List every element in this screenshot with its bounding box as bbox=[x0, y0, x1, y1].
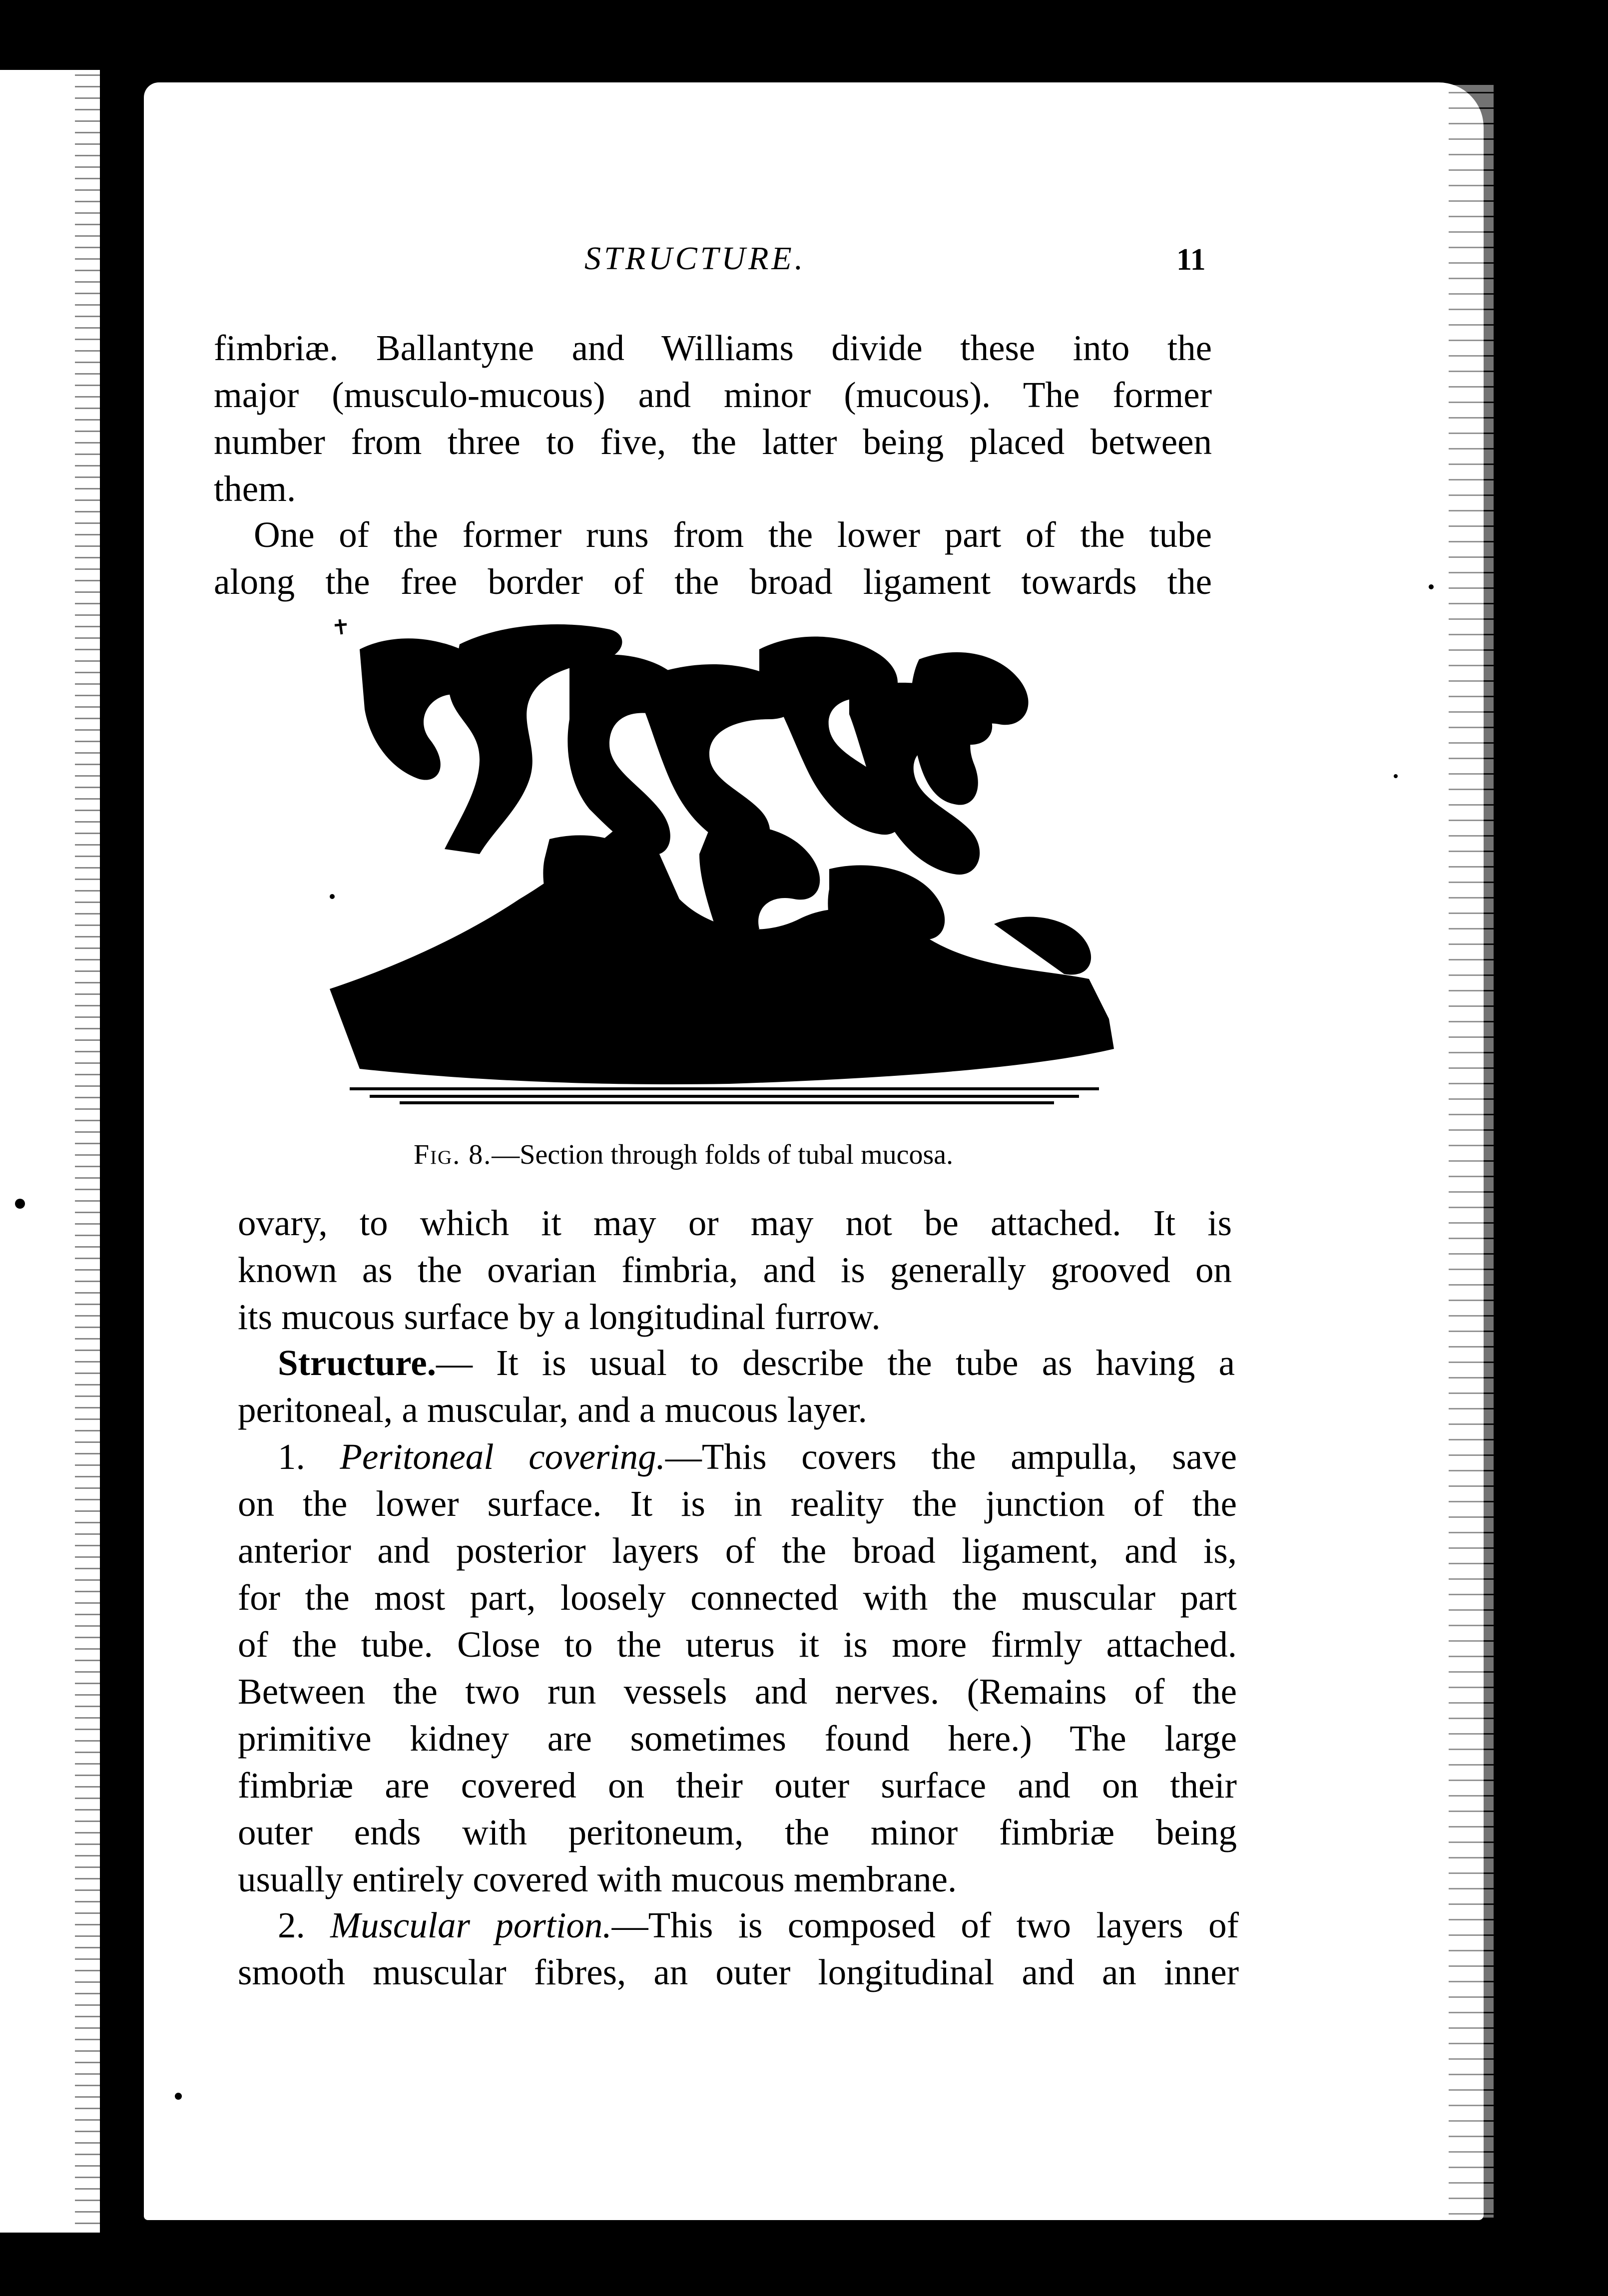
peritoneal-covering-heading: Peritoneal covering. bbox=[340, 1436, 665, 1477]
figure-caption-text: —Section through folds of tubal mucosa. bbox=[492, 1139, 954, 1170]
text-line: number from three to five, the latter being placed between bbox=[214, 422, 1212, 462]
paragraph-fimbriae-division bbox=[214, 325, 1212, 512]
text-run: — It is usual to describe the tube as having a bbox=[436, 1343, 1235, 1383]
text-line: anterior and posterior layers of the broad ligament, and is, bbox=[238, 1530, 1237, 1571]
paragraph-ovarian-fimbria bbox=[238, 1200, 1232, 1341]
item-number: 2. bbox=[278, 1905, 305, 1945]
paragraph-muscular-portion bbox=[238, 1902, 1239, 1996]
tubal-mucosa-illustration bbox=[330, 619, 1114, 1109]
text-line: fimbriæ. Ballantyne and Williams divide these into the bbox=[214, 328, 1212, 368]
text-line: smooth muscular fibres, an outer longitudinal and an inner bbox=[238, 1952, 1239, 1992]
structure-heading: Structure. bbox=[278, 1343, 436, 1383]
book-gutter bbox=[100, 0, 144, 2296]
text-line: known as the ovarian fimbria, and is generally grooved on bbox=[238, 1250, 1232, 1290]
page-number: 11 bbox=[1176, 243, 1206, 277]
text-line: major (musculo-mucous) and minor (mucous). The former bbox=[214, 375, 1212, 415]
text-line: of the tube. Close to the uterus it is more firmly attached. bbox=[238, 1624, 1237, 1665]
figure-caption-label: Fig. 8. bbox=[414, 1139, 492, 1170]
item-number: 1. bbox=[278, 1436, 305, 1477]
scan-speck bbox=[330, 894, 335, 899]
scan-speck bbox=[175, 2093, 182, 2100]
text-line: them. bbox=[214, 468, 296, 509]
page-edge-texture bbox=[1449, 85, 1494, 2218]
text-line: for the most part, loosely connected with the muscular part bbox=[238, 1577, 1237, 1618]
running-head: STRUCTURE. bbox=[584, 240, 806, 277]
scan-speck bbox=[1429, 584, 1434, 589]
text-line bbox=[238, 1902, 1239, 1949]
text-line: Between the two run vessels and nerves. (Remains of the bbox=[238, 1671, 1237, 1712]
text-line: ovary, to which it may or may not be attached. It is bbox=[238, 1203, 1232, 1243]
scan-speck bbox=[15, 1199, 25, 1209]
paragraph-ovarian-fimbria-intro bbox=[214, 511, 1212, 605]
text-line: peritoneal, a muscular, and a mucous layer. bbox=[238, 1389, 867, 1430]
scan-speck bbox=[1394, 774, 1398, 778]
text-run: —This covers the ampulla, save bbox=[665, 1436, 1237, 1477]
figure-caption bbox=[414, 1139, 953, 1171]
text-line: outer ends with peritoneum, the minor fimbriæ being bbox=[238, 1812, 1237, 1852]
paragraph-structure bbox=[238, 1340, 1235, 1433]
text-line: One of the former runs from the lower part of the tube bbox=[254, 514, 1212, 555]
text-line: primitive kidney are sometimes found here.) The large bbox=[238, 1718, 1237, 1759]
text-line: fimbriæ are covered on their outer surface and on their bbox=[238, 1765, 1237, 1806]
paragraph-peritoneal-covering bbox=[238, 1433, 1237, 1903]
muscular-portion-heading: Muscular portion. bbox=[330, 1905, 612, 1945]
text-line bbox=[238, 1340, 1235, 1386]
facing-page-edge bbox=[0, 70, 100, 2233]
text-line bbox=[238, 1433, 1237, 1480]
text-run: —This is composed of two layers of bbox=[611, 1905, 1239, 1945]
text-line: along the free border of the broad ligament towards the bbox=[214, 561, 1212, 602]
text-line: usually entirely covered with mucous membrane. bbox=[238, 1859, 957, 1899]
text-line: its mucous surface by a longitudinal furrow. bbox=[238, 1297, 881, 1337]
text-line: on the lower surface. It is in reality the junction of the bbox=[238, 1483, 1237, 1524]
